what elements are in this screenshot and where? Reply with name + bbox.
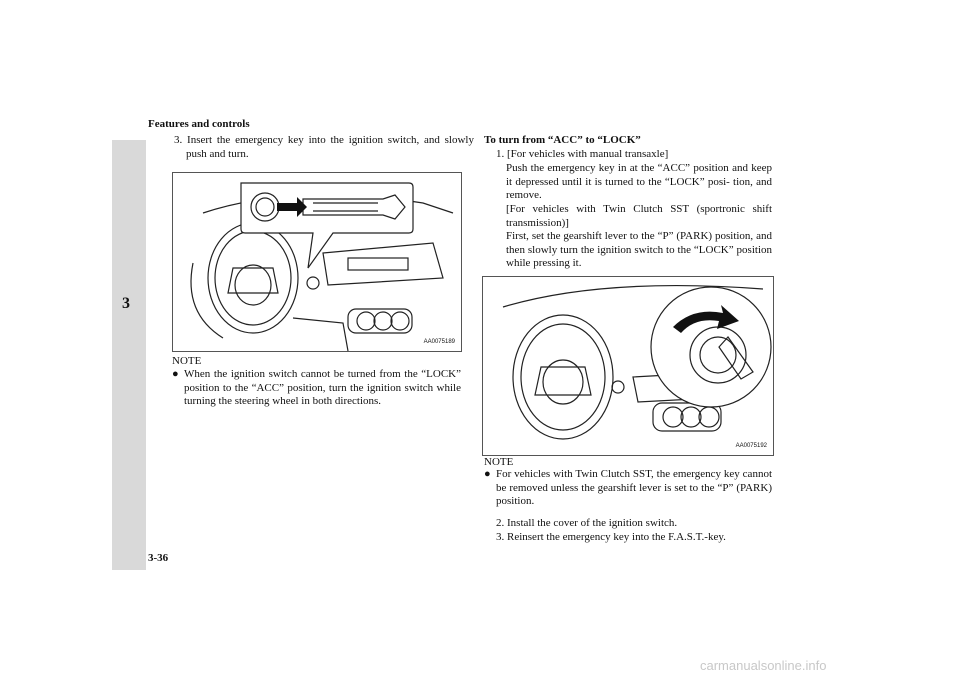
- bullet-icon: ●: [484, 468, 491, 480]
- note-label: NOTE: [484, 456, 514, 468]
- step-2-cover: 2. Install the cover of the ignition switch.: [496, 517, 678, 529]
- step-1-manual-text: Push the emergency key in at the “ACC” position and keep it depressed until it is turned to the “LOCK” posi- tion, and remove.: [506, 162, 772, 201]
- step-3-reinsert: 3. Reinsert the emergency key into the F.A.S.T.-key.: [496, 531, 726, 543]
- bullet-icon: ●: [172, 368, 179, 380]
- figure-turn-to-lock: [482, 276, 774, 456]
- chapter-tab: [112, 140, 146, 570]
- figure-insert-key: [172, 172, 462, 352]
- step-3-insert-key: 3. Insert the emergency key into the ignition switch, and slowly push and turn.: [174, 134, 474, 160]
- page-number: 3-36: [148, 552, 169, 564]
- figure-code: AA0075192: [735, 443, 767, 449]
- note-text: For vehicles with Twin Clutch SST, the emergency key cannot be removed unless the gearshift lever is set to the “P” (PARK) position.: [496, 468, 772, 507]
- note-text: When the ignition switch cannot be turned from the “LOCK” position to the “ACC” position, turn the ignition switch while turning the steering wheel in both directions.: [184, 368, 461, 407]
- section-heading: To turn from “ACC” to “LOCK”: [484, 134, 641, 146]
- chapter-number: 3: [122, 295, 130, 312]
- dashboard-illustration-lock: [483, 277, 773, 455]
- step-1-manual: 1. [For vehicles with manual transaxle]: [496, 148, 669, 160]
- dashboard-illustration: [173, 173, 461, 351]
- figure-code: AA0075189: [423, 339, 455, 345]
- section-header: Features and controls: [148, 118, 250, 130]
- note-label: NOTE: [172, 355, 202, 367]
- step-1-sst-text: First, set the gearshift lever to the “P” (PARK) position, and then slowly turn the ignition switch to the “LOCK” position while pressing it.: [506, 230, 772, 269]
- footer-watermark: carmanualsonline.info: [700, 658, 827, 673]
- step-1-sst: [For vehicles with Twin Clutch SST (sportronic shift transmission)]: [506, 203, 772, 229]
